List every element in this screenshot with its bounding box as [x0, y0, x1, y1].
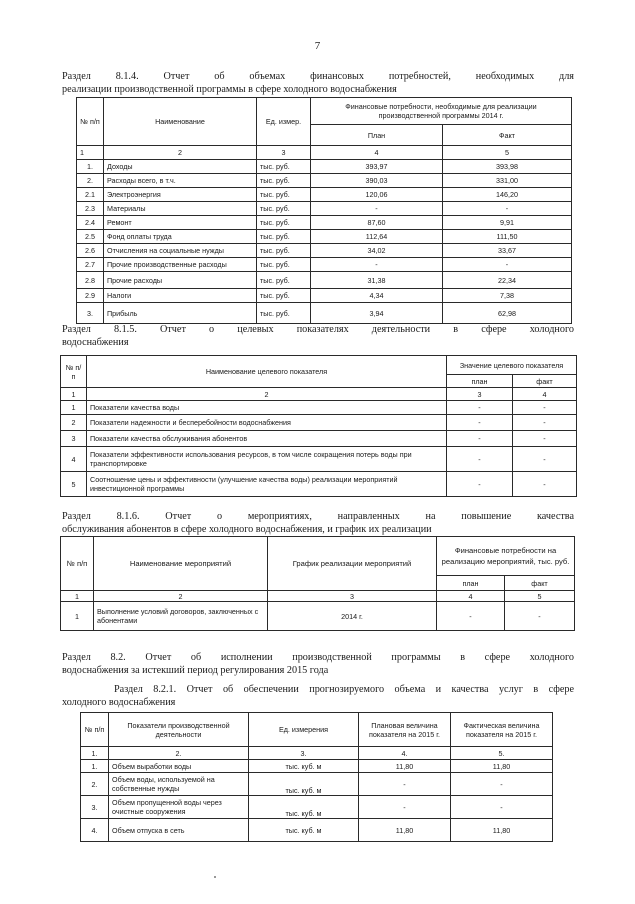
row-fact: 393,98	[443, 160, 572, 174]
row-name: Соотношение цены и эффективности (улучшение качества воды) реализации мероприятий инвестиционной программы	[87, 472, 447, 497]
row-fact: -	[443, 202, 572, 216]
row-name: Прибыль	[104, 303, 257, 324]
row-plan: 34,02	[311, 244, 443, 258]
section-8-2-1-heading-line2: холодного водоснабжения	[62, 697, 176, 708]
index-cell: 2	[94, 591, 268, 602]
row-num: 5	[61, 472, 87, 497]
row-name: Доходы	[104, 160, 257, 174]
measures-table	[60, 536, 575, 631]
row-unit: тыс. руб.	[257, 202, 311, 216]
row-fact: 62,98	[443, 303, 572, 324]
index-row	[61, 388, 577, 401]
table-row	[77, 272, 572, 289]
scan-speck	[214, 876, 216, 878]
table-row	[61, 447, 577, 472]
section-8-2-heading-line1: Раздел 8.2. Отчет об исполнении производственной программы в сфере холодного	[62, 652, 574, 663]
table-row	[77, 216, 572, 230]
row-fact: -	[513, 431, 577, 447]
col-name-header: Наименование целевого показателя	[87, 356, 447, 388]
row-num: 2.1	[77, 188, 104, 202]
row-fact: 9,91	[443, 216, 572, 230]
col-fin-header: Финансовые потребности, необходимые для реализации производственной программы 2014 г.	[311, 98, 572, 125]
row-name: Выполнение условий договоров, заключенных с абонентами	[94, 602, 268, 631]
index-cell: 1	[77, 146, 104, 160]
col-fact-header: Факт	[443, 125, 572, 146]
table-row	[61, 602, 575, 631]
row-name: Объем выработки воды	[109, 760, 249, 773]
table-row	[77, 289, 572, 303]
row-unit: тыс. куб. м	[249, 773, 359, 796]
table-row	[61, 431, 577, 447]
row-fact: -	[513, 415, 577, 431]
row-num: 1	[61, 602, 94, 631]
index-cell: 1	[61, 591, 94, 602]
row-plan: -	[359, 773, 451, 796]
row-num: 2	[61, 415, 87, 431]
row-name: Фонд оплаты труда	[104, 230, 257, 244]
target-indicators-table	[60, 355, 577, 497]
row-name: Прочие расходы	[104, 272, 257, 289]
row-fact: -	[513, 401, 577, 415]
index-cell: 1.	[81, 747, 109, 760]
index-cell: 4	[513, 388, 577, 401]
index-cell: 4	[311, 146, 443, 160]
row-num: 4	[61, 447, 87, 472]
row-plan: 11,80	[359, 819, 451, 842]
financial-needs-table	[76, 97, 572, 324]
col-name-header: Наименование мероприятий	[94, 537, 268, 591]
table-row	[77, 230, 572, 244]
row-unit: тыс. руб.	[257, 272, 311, 289]
row-name: Электроэнергия	[104, 188, 257, 202]
row-plan: -	[311, 202, 443, 216]
col-num-header: № п/п	[81, 713, 109, 747]
col-name-header: Показатели производственной деятельности	[109, 713, 249, 747]
row-fact: 11,80	[451, 819, 553, 842]
row-unit: тыс. куб. м	[249, 760, 359, 773]
col-fact-header: факт	[505, 576, 575, 591]
table-row	[61, 415, 577, 431]
row-fact: -	[443, 258, 572, 272]
row-num: 3	[61, 431, 87, 447]
row-fact: -	[505, 602, 575, 631]
row-num: 3.	[81, 796, 109, 819]
row-fact: 111,50	[443, 230, 572, 244]
row-num: 1.	[77, 160, 104, 174]
row-unit: тыс. руб.	[257, 188, 311, 202]
row-unit: тыс. руб.	[257, 258, 311, 272]
row-name: Прочие производственные расходы	[104, 258, 257, 272]
table-row	[77, 244, 572, 258]
row-num: 2.4	[77, 216, 104, 230]
row-num: 4.	[81, 819, 109, 842]
row-plan: -	[447, 401, 513, 415]
index-cell: 5	[505, 591, 575, 602]
table-row	[77, 303, 572, 324]
index-cell: 3	[447, 388, 513, 401]
section-8-1-4-heading-line1: Раздел 8.1.4. Отчет об объемах финансовых потребностей, необходимых для	[62, 71, 574, 82]
row-num: 2.	[77, 174, 104, 188]
row-plan: 112,64	[311, 230, 443, 244]
row-unit: тыс. руб.	[257, 160, 311, 174]
row-fact: 7,38	[443, 289, 572, 303]
row-plan: 120,06	[311, 188, 443, 202]
table-row	[77, 160, 572, 174]
index-cell: 3.	[249, 747, 359, 760]
table-row	[61, 472, 577, 497]
row-fact: 22,34	[443, 272, 572, 289]
col-plan-header: Плановая величина показателя на 2015 г.	[359, 713, 451, 747]
row-unit: тыс. руб.	[257, 216, 311, 230]
table-row	[81, 796, 553, 819]
row-fact: 146,20	[443, 188, 572, 202]
row-fact: -	[451, 796, 553, 819]
table-row	[77, 174, 572, 188]
row-plan: 390,03	[311, 174, 443, 188]
row-unit: тыс. руб.	[257, 174, 311, 188]
row-num: 1	[61, 401, 87, 415]
row-plan: -	[437, 602, 505, 631]
table-row	[81, 773, 553, 796]
row-plan: -	[359, 796, 451, 819]
col-unit-header: Ед. измер.	[257, 98, 311, 146]
row-num: 2.7	[77, 258, 104, 272]
table-row	[81, 760, 553, 773]
col-schedule-header: График реализации мероприятий	[268, 537, 437, 591]
col-num-header: № п/п	[61, 537, 94, 591]
row-plan: 87,60	[311, 216, 443, 230]
col-fin-header: Финансовые потребности на реализацию мероприятий, тыс. руб.	[437, 537, 575, 576]
row-name: Ремонт	[104, 216, 257, 230]
row-unit: тыс. куб. м	[249, 819, 359, 842]
row-fact: -	[513, 472, 577, 497]
row-fact: 33,67	[443, 244, 572, 258]
row-name: Объем пропущенной воды через очистные сооружения	[109, 796, 249, 819]
col-plan-header: План	[311, 125, 443, 146]
row-unit: тыс. куб. м	[249, 796, 359, 819]
row-plan: 393,97	[311, 160, 443, 174]
col-plan-header: план	[437, 576, 505, 591]
col-num-header: № п/п	[61, 356, 87, 388]
row-num: 2.5	[77, 230, 104, 244]
row-schedule: 2014 г.	[268, 602, 437, 631]
page-number: 7	[314, 40, 321, 52]
row-num: 2.	[81, 773, 109, 796]
index-cell: 1	[61, 388, 87, 401]
index-cell: 2.	[109, 747, 249, 760]
row-name: Показатели эффективности использования ресурсов, в том числе сокращения потерь воды при транспортировке	[87, 447, 447, 472]
section-8-2-1-heading-line1: Раздел 8.2.1. Отчет об обеспечении прогнозируемого объема и качества услуг в сфере	[114, 684, 574, 695]
row-name: Показатели качества воды	[87, 401, 447, 415]
row-fact: 331,00	[443, 174, 572, 188]
index-row	[61, 591, 575, 602]
table-row	[77, 258, 572, 272]
row-unit: тыс. руб.	[257, 289, 311, 303]
col-unit-header: Ед. измерения	[249, 713, 359, 747]
row-name: Материалы	[104, 202, 257, 216]
table-row	[77, 202, 572, 216]
index-cell: 4.	[359, 747, 451, 760]
row-plan: -	[311, 258, 443, 272]
row-num: 3.	[77, 303, 104, 324]
index-cell: 2	[87, 388, 447, 401]
row-num: 2.8	[77, 272, 104, 289]
row-plan: -	[447, 472, 513, 497]
index-cell: 3	[257, 146, 311, 160]
row-name: Отчисления на социальные нужды	[104, 244, 257, 258]
index-cell: 5	[443, 146, 572, 160]
row-fact: 11,80	[451, 760, 553, 773]
col-name-header: Наименование	[104, 98, 257, 146]
row-unit: тыс. руб.	[257, 230, 311, 244]
index-cell: 4	[437, 591, 505, 602]
row-name: Объем воды, используемой на собственные нужды	[109, 773, 249, 796]
table-row	[81, 819, 553, 842]
row-plan: -	[447, 431, 513, 447]
row-name: Объем отпуска в сеть	[109, 819, 249, 842]
index-row	[81, 747, 553, 760]
row-name: Расходы всего, в т.ч.	[104, 174, 257, 188]
row-unit: тыс. руб.	[257, 244, 311, 258]
section-8-1-5-heading-line2: водоснабжения	[62, 337, 129, 348]
row-num: 2.3	[77, 202, 104, 216]
col-value-header: Значение целевого показателя	[447, 356, 577, 375]
col-num-header: № п/п	[77, 98, 104, 146]
row-plan: -	[447, 415, 513, 431]
row-fact: -	[513, 447, 577, 472]
col-fact-header: Фактическая величина показателя на 2015 г.	[451, 713, 553, 747]
index-cell: 5.	[451, 747, 553, 760]
section-8-1-5-heading-line1: Раздел 8.1.5. Отчет о целевых показателях деятельности в сфере холодного	[62, 324, 574, 335]
index-row	[77, 146, 572, 160]
row-name: Показатели качества обслуживания абонентов	[87, 431, 447, 447]
section-8-1-6-heading-line1: Раздел 8.1.6. Отчет о мероприятиях, направленных на повышение качества	[62, 511, 574, 522]
section-8-1-4-heading-line2: реализации производственной программы в сфере холодного водоснабжения	[62, 84, 397, 95]
row-num: 1.	[81, 760, 109, 773]
table-row	[61, 401, 577, 415]
row-fact: -	[451, 773, 553, 796]
row-plan: 11,80	[359, 760, 451, 773]
table-row	[77, 188, 572, 202]
row-name: Налоги	[104, 289, 257, 303]
row-plan: -	[447, 447, 513, 472]
row-name: Показатели надежности и бесперебойности водоснабжения	[87, 415, 447, 431]
col-fact-header: факт	[513, 375, 577, 388]
row-unit: тыс. руб.	[257, 303, 311, 324]
col-plan-header: план	[447, 375, 513, 388]
row-num: 2.6	[77, 244, 104, 258]
row-plan: 3,94	[311, 303, 443, 324]
section-8-2-heading-line2: водоснабжения за истекший период регулирования 2015 года	[62, 665, 329, 676]
index-cell: 2	[104, 146, 257, 160]
volume-quality-table	[80, 712, 553, 842]
section-8-1-6-heading-line2: обслуживания абонентов в сфере холодного водоснабжения, и график их реализации	[62, 524, 432, 535]
row-plan: 31,38	[311, 272, 443, 289]
row-plan: 4,34	[311, 289, 443, 303]
row-num: 2.9	[77, 289, 104, 303]
index-cell: 3	[268, 591, 437, 602]
